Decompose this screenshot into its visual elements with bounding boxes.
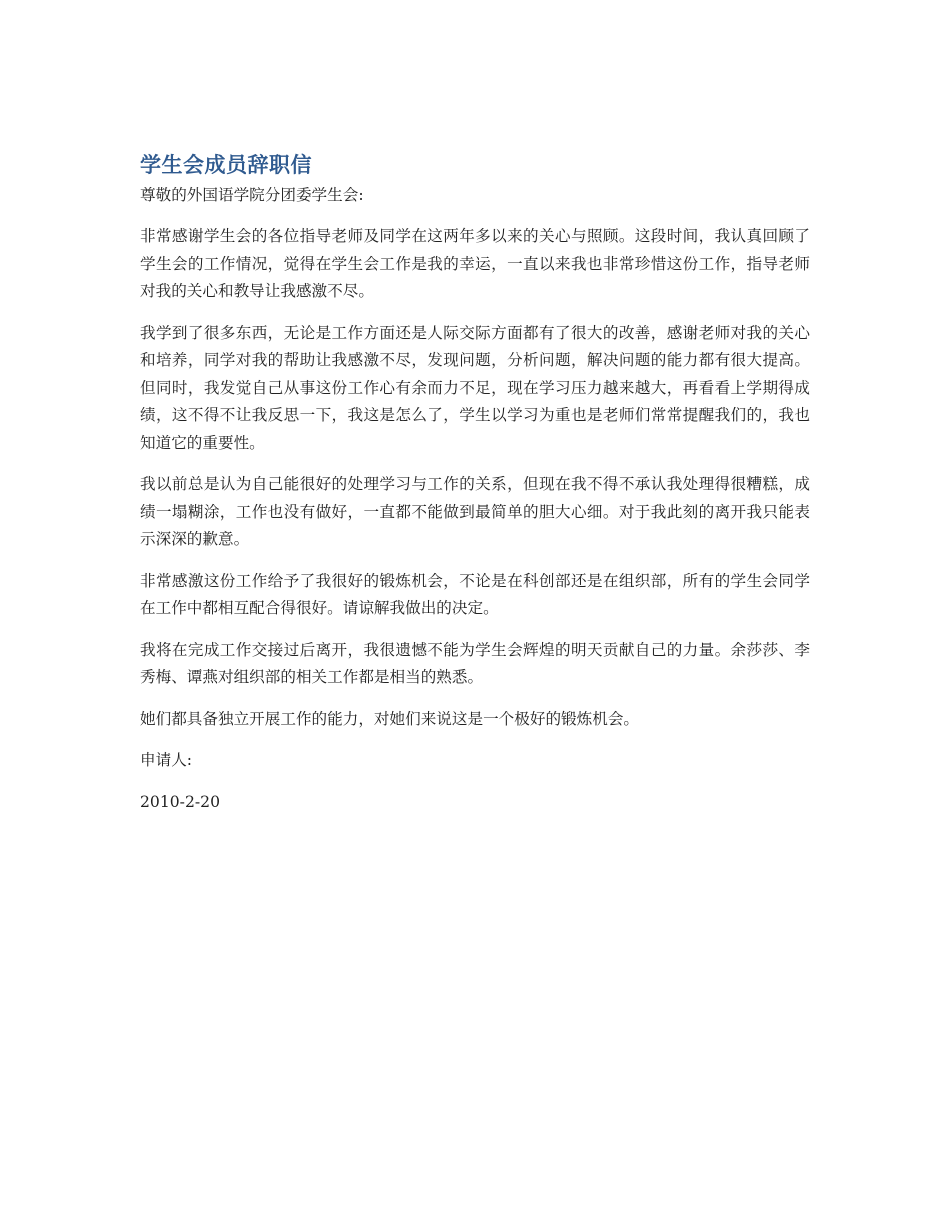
paragraph-6: 她们都具备独立开展工作的能力，对她们来说这是一个极好的锻炼机会。: [140, 709, 640, 728]
paragraph-5: 我将在完成工作交接过后离开，我很遗憾不能为学生会辉煌的明天贡献自己的力量。余莎莎、李秀梅、谭燕对组织部的相关工作都是相当的熟悉。: [140, 640, 810, 686]
paragraph-1: 非常感谢学生会的各位指导老师及同学在这两年多以来的关心与照顾。这段时间，我认真回顾了学生会的工作情况，觉得在学生会工作是我的幸运，一直以来我也非常珍惜这份工作，指导老师对我的关心和教导让我感激不尽。: [140, 227, 810, 300]
paragraph-2: 我学到了很多东西，无论是工作方面还是人际交际方面都有了很大的改善，感谢老师对我的关心和培养，同学对我的帮助让我感激不尽，发现问题，分析问题，解决问题的能力都有很大提高。但同时，我发觉自己从事这份工作心有余而力不足，现在学习压力越来越大，再看看上学期得成绩，这不得不让我反思一下，我这是怎么了，学生以学习为重也是老师们常常提醒我们的，我也知道它的重要性。: [140, 323, 810, 452]
paragraph-3: 我以前总是认为自己能很好的处理学习与工作的关系，但现在我不得不承认我处理得很糟糕，成绩一塌糊涂，工作也没有做好，一直都不能做到最简单的胆大心细。对于我此刻的离开我只能表示深深的歉意。: [140, 475, 810, 548]
salutation: 尊敬的外国语学院分团委学生会:: [140, 186, 364, 204]
applicant-label: 申请人:: [140, 751, 193, 769]
paragraph-4: 非常感激这份工作给予了我很好的锻炼机会，不论是在科创部还是在组织部，所有的学生会同学在工作中都相互配合得很好。请谅解我做出的决定。: [140, 571, 810, 617]
signature-date: 2010-2-20: [140, 792, 220, 811]
document-page: [140, 150, 810, 816]
document-title: 学生会成员辞职信: [140, 153, 312, 177]
